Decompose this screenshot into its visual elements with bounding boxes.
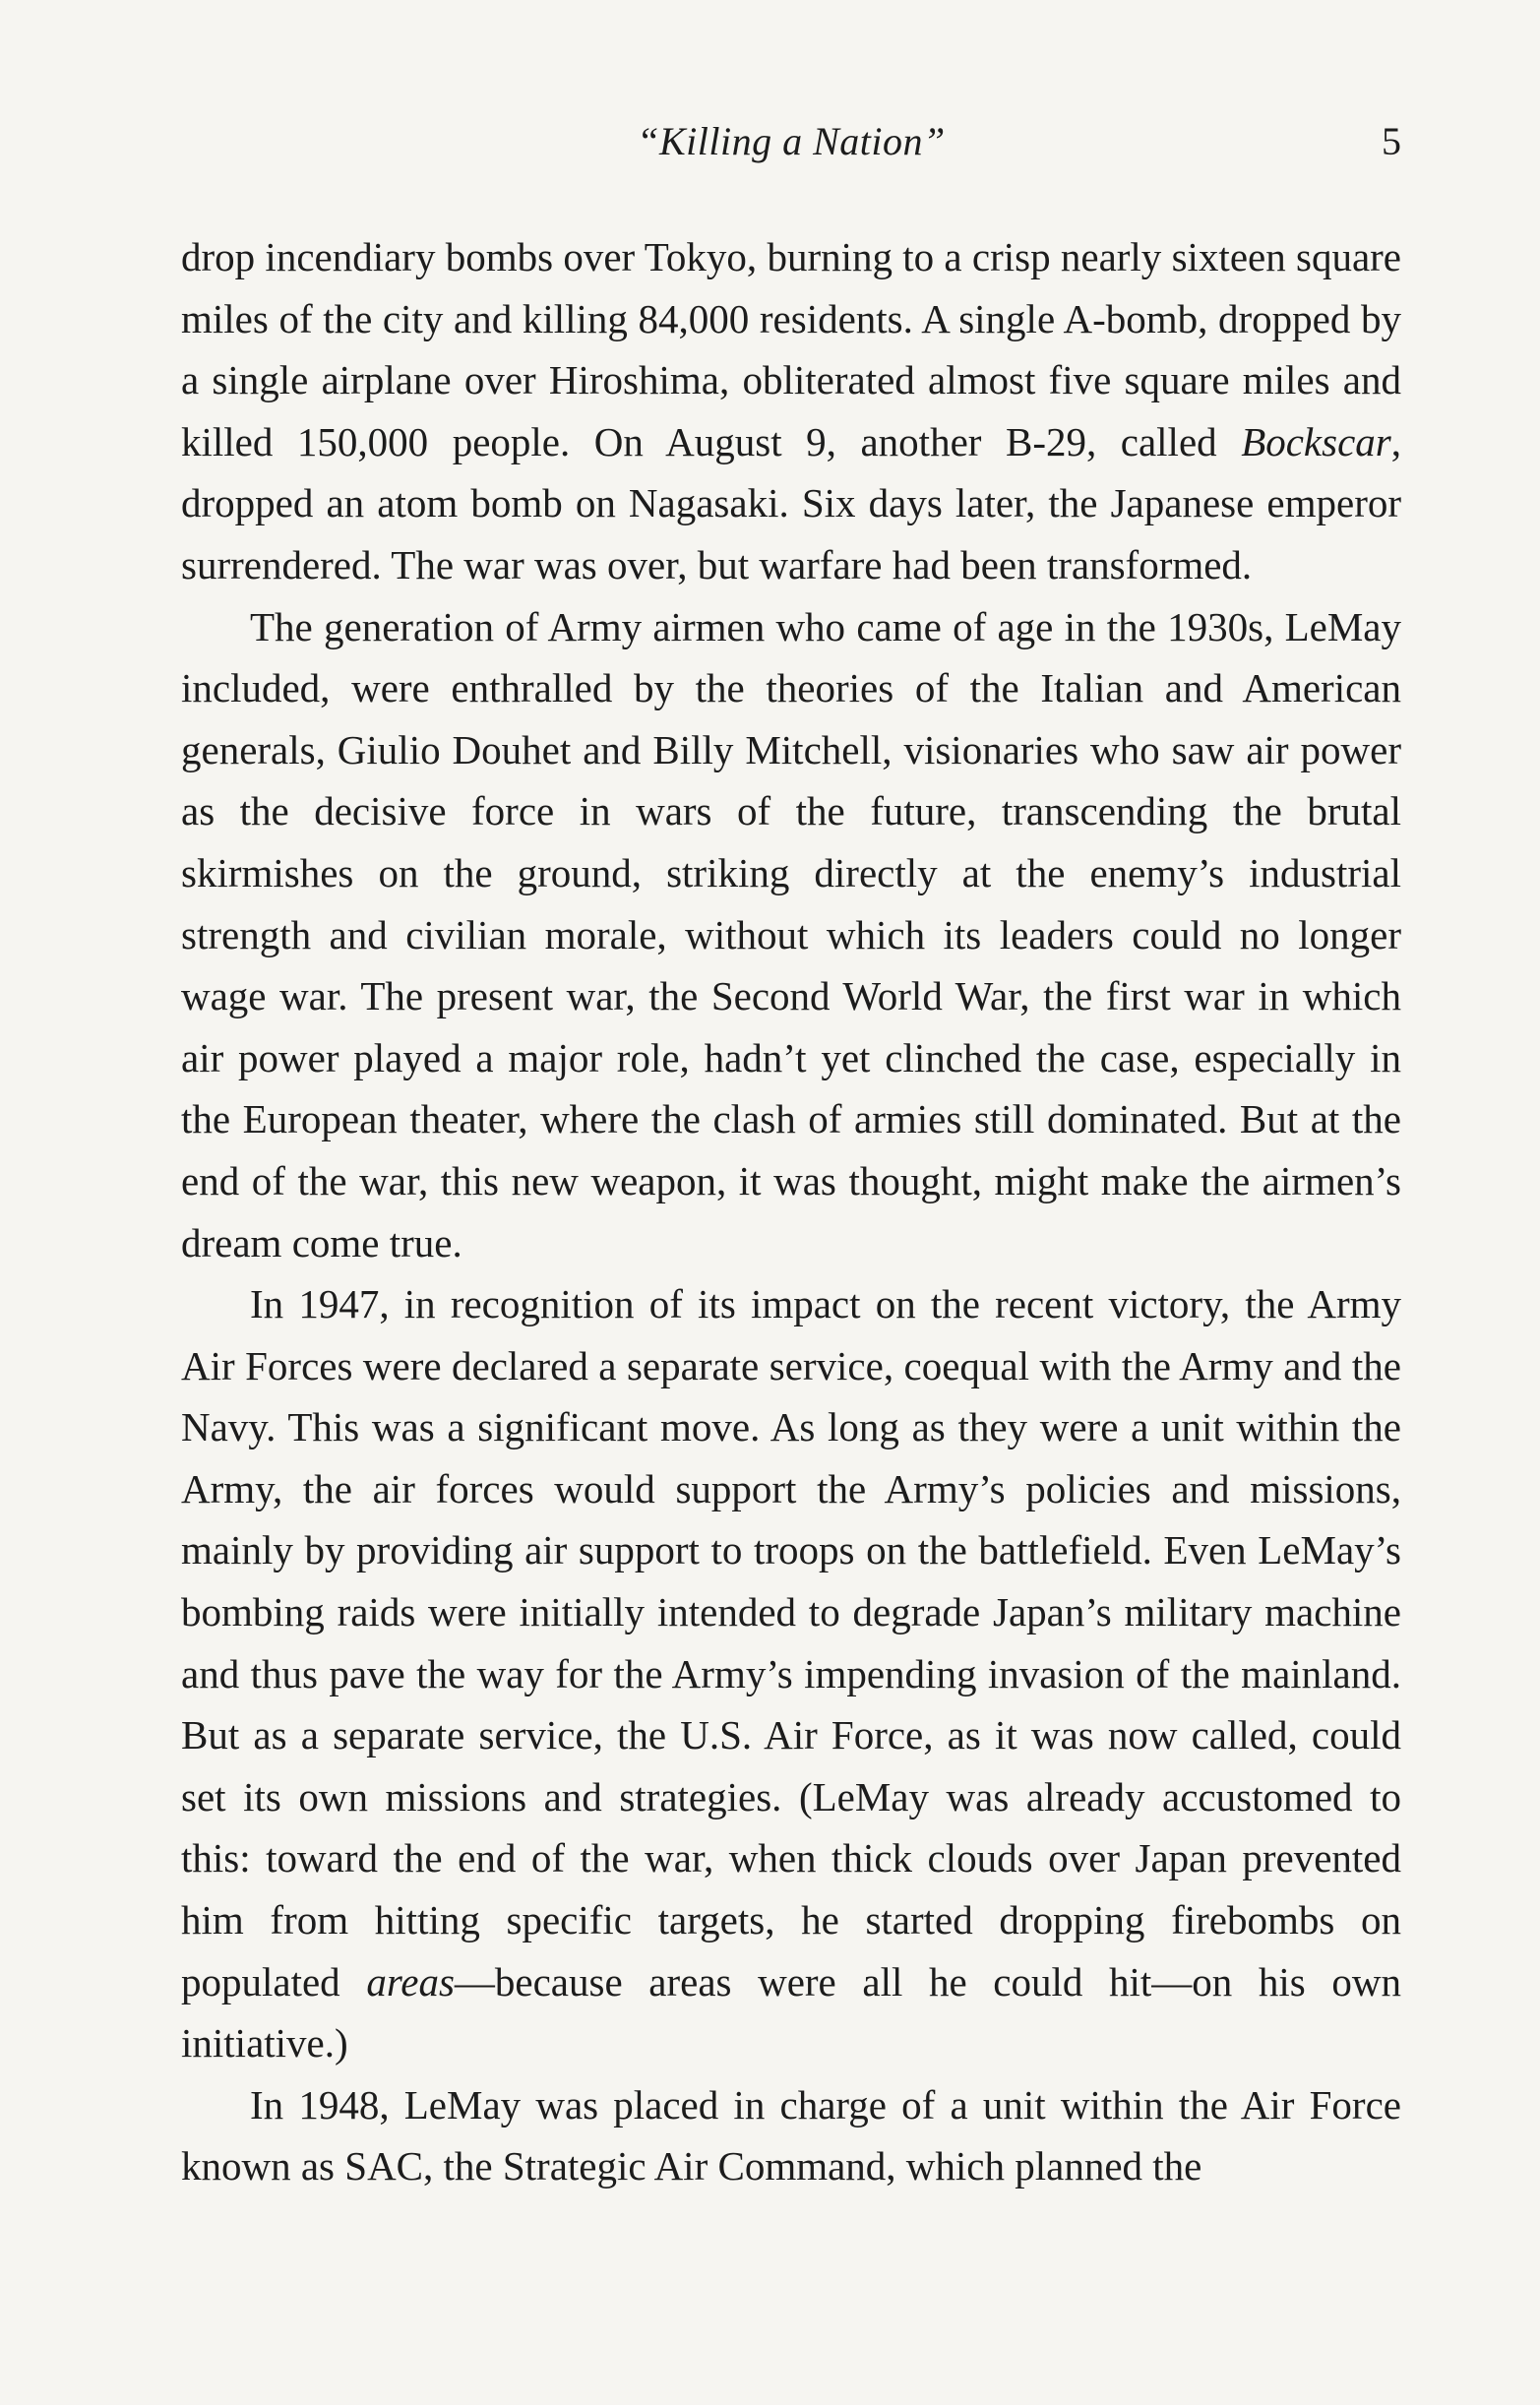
italic-ship-name: Bockscar — [1241, 418, 1391, 464]
text-segment: In 1948, LeMay was placed in charge of a unit within the Air Force known as SAC, the Strategic Air Command, which planned the — [181, 2081, 1401, 2189]
paragraph-2 — [181, 596, 1401, 1274]
running-head — [181, 112, 1401, 171]
text-segment: In 1947, in recognition of its impact on the recent victory, the Army Air Forces were declared a separate service, coequal with the Army and the Navy. This was a significant move. As long as they were a unit within the Army, the air forces would support the Army’s policies and missions, mainly by providing air support to troops on the battlefield. Even LeMay’s bombing raids were initially intended to degrade Japan’s military machine and thus pave the way for the Army’s impending invasion of the mainland. But as a separate service, the U.S. Air Force, as it was now called, could set its own missions and strategies. (LeMay was already accustomed to this: toward the end of the war, when thick clouds over Japan prevented him from hitting specific targets, he started dropping firebombs on populated — [181, 1281, 1401, 2004]
paragraph-4 — [181, 2074, 1401, 2197]
paragraph-3 — [181, 1273, 1401, 2074]
italic-emphasis: areas — [366, 1958, 455, 2004]
paragraph-1 — [181, 226, 1401, 596]
text-segment: drop incendiary bombs over Tokyo, burning to a crisp nearly sixteen square miles of the city and killing 84,000 residents. A single A-bomb, dropped by a single airplane over Hiroshima, obliterated almost five square miles and killed 150,000 people. On August 9, another B-29, called — [181, 234, 1401, 464]
text-segment: —because areas were all he could hit—on his own initiative.) — [181, 1958, 1401, 2066]
running-title: “Killing a Nation” — [637, 119, 946, 163]
page-number: 5 — [1382, 119, 1401, 163]
text-segment: , dropped an atom bomb on Nagasaki. Six days later, the Japanese emperor surrendered. The war was over, but warfare had been transformed. — [181, 418, 1401, 587]
body-text — [181, 226, 1401, 2197]
text-segment: The generation of Army airmen who came of age in the 1930s, LeMay included, were enthralled by the theories of the Italian and American generals, Giulio Douhet and Billy Mitchell, visionaries who saw air power as the decisive force in wars of the future, transcending the brutal skirmishes on the ground, striking directly at the enemy’s industrial strength and civilian morale, without which its leaders could no longer wage war. The present war, the Second World War, the first war in which air power played a major role, hadn’t yet clinched the case, especially in the European theater, where the clash of armies still dominated. But at the end of the war, this new weapon, it was thought, might make the airmen’s dream come true. — [181, 603, 1401, 1265]
